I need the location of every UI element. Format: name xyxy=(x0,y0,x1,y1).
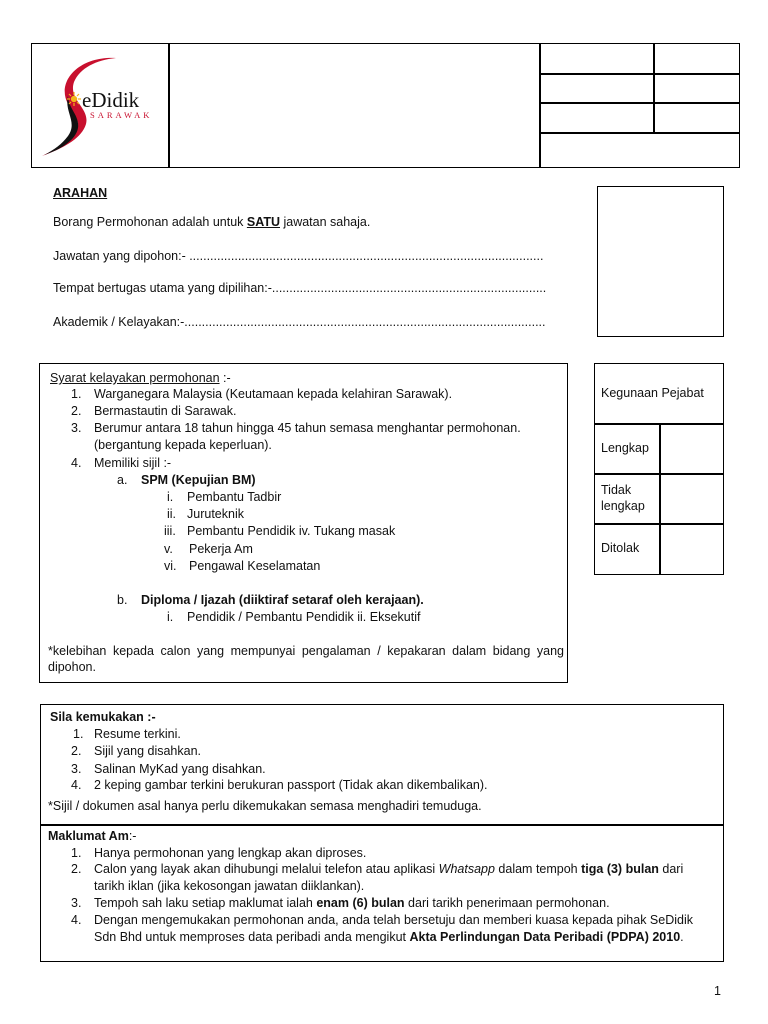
header-divider-right xyxy=(539,44,541,167)
pejabat-ditolak-label: Ditolak xyxy=(601,541,640,555)
maklumat-item-2-cont: tarikh iklan (jika kekosongan jawatan diiklankan). xyxy=(94,879,365,893)
kemukakan-note: *Sijil / dokumen asal hanya perlu dikemukakan semasa menghadiri temuduga. xyxy=(48,799,482,813)
list-num: i. xyxy=(167,490,174,504)
maklumat-item-4: Dengan mengemukakan permohonan anda, anda telah bersetuju dan memberi kuasa kepada pihak SeDidik xyxy=(94,913,694,927)
diploma-letter: b. xyxy=(117,593,128,607)
list-item: Bermastautin di Sarawak. xyxy=(94,404,237,418)
list-num: 1. xyxy=(71,846,82,860)
list-num: 4. xyxy=(71,778,82,792)
jawatan-field[interactable]: Jawatan yang dipohon:- ...................................................................................................... xyxy=(53,249,544,263)
list-item: Pengawal Keselamatan xyxy=(189,559,321,573)
logo-wordmark: eDidik xyxy=(82,88,140,112)
maklumat-item-4-cont: Sdn Bhd untuk memproses data peribadi anda mengikut Akta Perlindungan Data Peribadi (PDPA) 2010. xyxy=(94,930,684,944)
list-item: Pekerja Am xyxy=(189,542,253,556)
list-item: Pembantu Tadbir xyxy=(187,490,282,504)
list-item: Salinan MyKad yang disahkan. xyxy=(94,762,266,776)
syarat-heading: Syarat kelayakan permohonan :- xyxy=(50,371,231,385)
header-row-line xyxy=(540,73,739,75)
list-num: i. xyxy=(167,610,174,624)
kemukakan-divider xyxy=(41,824,723,826)
pejabat-row-line xyxy=(595,473,723,475)
list-num: vi. xyxy=(164,559,177,573)
spm-letter: a. xyxy=(117,473,128,487)
list-num: 1. xyxy=(73,727,84,741)
list-item: Memiliki sijil :- xyxy=(94,456,172,470)
list-num: 3. xyxy=(71,896,82,910)
list-item: (bergantung kepada keperluan). xyxy=(94,438,272,452)
maklumat-item-2: Calon yang layak akan dihubungi melalui telefon atau aplikasi Whatsapp dalam tempoh tiga (3) bulan dari xyxy=(94,862,684,876)
list-num: 1. xyxy=(71,387,82,401)
list-item: 2 keping gambar terkini berukuran passport (Tidak akan dikembalikan). xyxy=(94,778,488,792)
kemukakan-heading: Sila kemukakan :- xyxy=(50,710,156,724)
pejabat-row-line xyxy=(595,523,723,525)
pejabat-col-line xyxy=(659,423,661,574)
list-num: v. xyxy=(164,542,173,556)
header-row-line xyxy=(540,132,739,134)
list-num: 3. xyxy=(71,421,82,435)
list-num: 2. xyxy=(71,404,82,418)
list-item: Pendidik / Pembantu Pendidik ii. Eksekutif xyxy=(187,610,421,624)
header-divider-col xyxy=(653,44,655,133)
header-row-line xyxy=(540,102,739,104)
pejabat-tidak-lengkap-label: Tidak lengkap xyxy=(601,483,645,513)
list-num: 3. xyxy=(71,762,82,776)
arahan-heading: ARAHAN xyxy=(53,186,108,200)
list-num: 2. xyxy=(71,862,82,876)
page-number: 1 xyxy=(714,984,721,998)
list-num: ii. xyxy=(167,507,177,521)
satu-emphasis: SATU xyxy=(246,215,280,229)
list-item: Sijil yang disahkan. xyxy=(94,744,202,758)
maklumat-item-3: Tempoh sah laku setiap maklumat ialah enam (6) bulan dari tarikh penerimaan permohonan. xyxy=(94,896,610,910)
header-divider-logo xyxy=(168,44,170,167)
logo-subtitle: SARAWAK xyxy=(90,110,153,120)
pejabat-lengkap-label: Lengkap xyxy=(601,441,649,455)
list-item: Berumur antara 18 tahun hingga 45 tahun semasa menghantar permohonan. xyxy=(94,421,521,435)
maklumat-heading: Maklumat Am:- xyxy=(48,829,137,843)
syarat-note: *kelebihan kepada calon yang mempunyai pengalaman / kepakaran dalam bidang yang dipohon. xyxy=(48,644,564,674)
pejabat-title: Kegunaan Pejabat xyxy=(601,386,704,400)
spm-title: SPM (Kepujian BM) xyxy=(141,473,256,487)
list-item: Juruteknik xyxy=(187,507,244,521)
list-num: 4. xyxy=(71,456,82,470)
tempat-field[interactable]: Tempat bertugas utama yang dipilihan:-............................................................................... xyxy=(53,281,547,295)
akademik-field[interactable]: Akademik / Kelayakan:-........................................................................................................ xyxy=(53,315,546,329)
list-num: iii. xyxy=(164,524,176,538)
list-item: Pembantu Pendidik iv. Tukang masak xyxy=(187,524,396,538)
photo-box[interactable] xyxy=(597,186,724,337)
arahan-line1: Borang Permohonan adalah untuk SATU jawatan sahaja. xyxy=(53,215,371,229)
list-item: Resume terkini. xyxy=(94,727,181,741)
list-num: 4. xyxy=(71,913,82,927)
list-item: Warganegara Malaysia (Keutamaan kepada kelahiran Sarawak). xyxy=(94,387,453,401)
pejabat-row-line xyxy=(595,423,723,425)
diploma-title: Diploma / Ijazah (diiktiraf setaraf oleh kerajaan). xyxy=(141,593,424,607)
maklumat-item-1: Hanya permohonan yang lengkap akan diproses. xyxy=(94,846,367,860)
sedidik-logo xyxy=(38,52,166,160)
list-num: 2. xyxy=(71,744,82,758)
